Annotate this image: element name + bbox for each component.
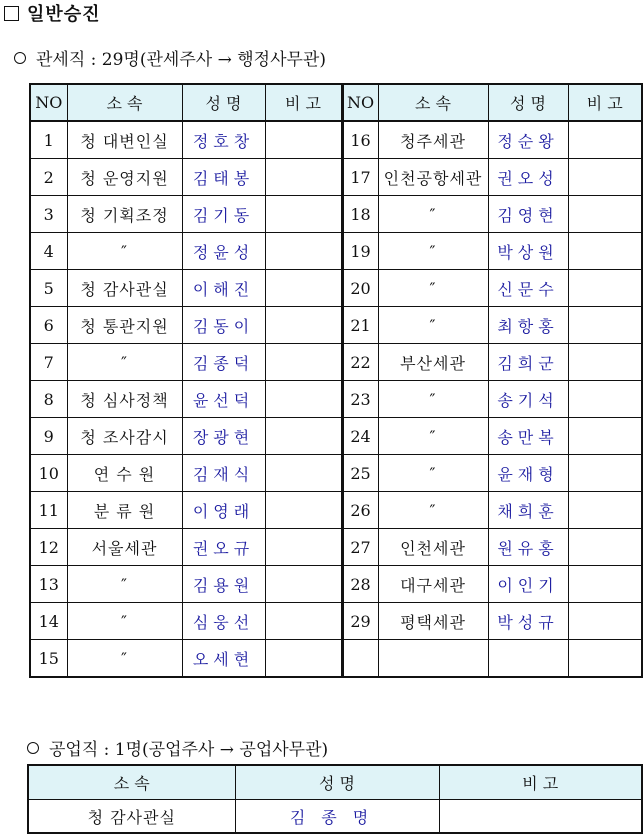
note-cell xyxy=(265,121,342,159)
name-cell: 김용원 xyxy=(182,566,265,603)
note-cell xyxy=(265,566,342,603)
circle-bullet-icon xyxy=(27,742,39,754)
note-cell xyxy=(568,233,642,270)
org-cell: 청 통관지원 xyxy=(67,307,182,344)
name-cell: 정순왕 xyxy=(488,121,568,159)
table-row xyxy=(30,381,642,418)
no-cell: 7 xyxy=(30,344,67,381)
note-cell xyxy=(568,121,642,159)
org-cell: 청 감사관실 xyxy=(67,270,182,307)
customs-promotion-table xyxy=(29,83,643,678)
note-cell xyxy=(439,800,642,834)
name-cell: 원유홍 xyxy=(488,529,568,566)
name-cell: 김재식 xyxy=(182,455,265,492)
no-cell: 4 xyxy=(30,233,67,270)
name-cell: 김영현 xyxy=(488,196,568,233)
name-cell: 박성규 xyxy=(488,603,568,640)
org-cell: 분 류 원 xyxy=(67,492,182,529)
table-row xyxy=(30,455,642,492)
org-cell: 연 수 원 xyxy=(67,455,182,492)
no-cell: 15 xyxy=(30,640,67,678)
note-cell xyxy=(265,529,342,566)
header-no: NO xyxy=(30,84,67,121)
note-cell xyxy=(265,381,342,418)
header-note: 비 고 xyxy=(439,765,642,800)
name-cell: 윤재형 xyxy=(488,455,568,492)
note-cell xyxy=(265,603,342,640)
org-cell: 청 심사정책 xyxy=(67,381,182,418)
subsection-heading-industrial-text: 공업직 : 1명(공업주사 → 공업사무관) xyxy=(49,740,329,760)
no-cell: 12 xyxy=(30,529,67,566)
name-cell: 신문수 xyxy=(488,270,568,307)
name-cell: 장광현 xyxy=(182,418,265,455)
no-cell: 25 xyxy=(342,455,378,492)
no-cell: 8 xyxy=(30,381,67,418)
no-cell: 21 xyxy=(342,307,378,344)
name-cell: 김태봉 xyxy=(182,159,265,196)
industrial-promotion-table xyxy=(27,764,643,834)
name-cell xyxy=(488,640,568,678)
table-row xyxy=(30,566,642,603)
name-cell: 정윤성 xyxy=(182,233,265,270)
no-cell: 27 xyxy=(342,529,378,566)
org-cell: ″ xyxy=(378,455,488,492)
name-cell: 오세현 xyxy=(182,640,265,678)
table-row xyxy=(30,418,642,455)
org-cell: 청 감사관실 xyxy=(28,800,235,834)
org-cell: ″ xyxy=(378,418,488,455)
table-row xyxy=(30,529,642,566)
no-cell: 6 xyxy=(30,307,67,344)
checkbox-square-icon xyxy=(4,6,19,21)
name-cell: 이인기 xyxy=(488,566,568,603)
note-cell xyxy=(265,455,342,492)
org-cell: 대구세관 xyxy=(378,566,488,603)
org-cell: ″ xyxy=(67,566,182,603)
header-name: 성 명 xyxy=(488,84,568,121)
note-cell xyxy=(265,344,342,381)
name-cell: 김희군 xyxy=(488,344,568,381)
table-row xyxy=(30,121,642,159)
org-cell xyxy=(378,640,488,678)
note-cell xyxy=(265,159,342,196)
name-cell: 최항홍 xyxy=(488,307,568,344)
header-note: 비 고 xyxy=(265,84,342,121)
table-row xyxy=(30,270,642,307)
table-row xyxy=(30,492,642,529)
org-cell: 청 운영지원 xyxy=(67,159,182,196)
org-cell: 인천세관 xyxy=(378,529,488,566)
org-cell: 청 대변인실 xyxy=(67,121,182,159)
no-cell: 13 xyxy=(30,566,67,603)
table-row xyxy=(30,159,642,196)
name-cell: 송만복 xyxy=(488,418,568,455)
org-cell: ″ xyxy=(378,307,488,344)
name-cell: 김기동 xyxy=(182,196,265,233)
note-cell xyxy=(568,603,642,640)
note-cell xyxy=(265,196,342,233)
name-cell: 김종명 xyxy=(235,800,439,834)
note-cell xyxy=(265,492,342,529)
note-cell xyxy=(568,529,642,566)
header-org: 소 속 xyxy=(378,84,488,121)
table-row xyxy=(30,344,642,381)
header-org: 소 속 xyxy=(28,765,235,800)
no-cell xyxy=(342,640,378,678)
note-cell xyxy=(568,159,642,196)
org-cell: ″ xyxy=(67,603,182,640)
table-row xyxy=(30,196,642,233)
header-no: NO xyxy=(342,84,378,121)
circle-bullet-icon xyxy=(14,52,26,64)
no-cell: 23 xyxy=(342,381,378,418)
no-cell: 28 xyxy=(342,566,378,603)
name-cell: 김동이 xyxy=(182,307,265,344)
org-cell: 청주세관 xyxy=(378,121,488,159)
no-cell: 19 xyxy=(342,233,378,270)
header-note: 비 고 xyxy=(568,84,642,121)
no-cell: 18 xyxy=(342,196,378,233)
no-cell: 5 xyxy=(30,270,67,307)
subsection-heading-customs-text: 관세직 : 29명(관세주사 → 행정사무관) xyxy=(36,50,326,70)
header-org: 소 속 xyxy=(67,84,182,121)
no-cell: 20 xyxy=(342,270,378,307)
note-cell xyxy=(568,381,642,418)
note-cell xyxy=(568,418,642,455)
note-cell xyxy=(265,307,342,344)
org-cell: ″ xyxy=(67,640,182,678)
no-cell: 11 xyxy=(30,492,67,529)
note-cell xyxy=(568,270,642,307)
note-cell xyxy=(265,270,342,307)
note-cell xyxy=(568,492,642,529)
no-cell: 22 xyxy=(342,344,378,381)
name-cell: 윤선덕 xyxy=(182,381,265,418)
table-row xyxy=(30,307,642,344)
table-header-row xyxy=(30,84,642,121)
no-cell: 2 xyxy=(30,159,67,196)
note-cell xyxy=(568,307,642,344)
name-cell: 송기석 xyxy=(488,381,568,418)
table-row xyxy=(30,640,642,678)
name-cell: 권오성 xyxy=(488,159,568,196)
table-row xyxy=(28,800,642,834)
note-cell xyxy=(568,566,642,603)
section-title xyxy=(4,0,101,26)
note-cell xyxy=(568,640,642,678)
name-cell: 정호창 xyxy=(182,121,265,159)
note-cell xyxy=(568,455,642,492)
note-cell xyxy=(568,344,642,381)
org-cell: 청 조사감시 xyxy=(67,418,182,455)
org-cell: 청 기획조정 xyxy=(67,196,182,233)
table-header-row xyxy=(28,765,642,800)
org-cell: ″ xyxy=(378,381,488,418)
org-cell: ″ xyxy=(378,492,488,529)
no-cell: 1 xyxy=(30,121,67,159)
section-title-text: 일반승진 xyxy=(27,4,101,25)
name-cell: 채희훈 xyxy=(488,492,568,529)
name-cell: 심웅선 xyxy=(182,603,265,640)
org-cell: 인천공항세관 xyxy=(378,159,488,196)
header-name: 성 명 xyxy=(182,84,265,121)
org-cell: 부산세관 xyxy=(378,344,488,381)
note-cell xyxy=(265,418,342,455)
table-row xyxy=(30,603,642,640)
no-cell: 16 xyxy=(342,121,378,159)
name-cell: 김종덕 xyxy=(182,344,265,381)
org-cell: ″ xyxy=(378,196,488,233)
note-cell xyxy=(265,640,342,678)
name-cell: 이해진 xyxy=(182,270,265,307)
no-cell: 17 xyxy=(342,159,378,196)
name-cell: 권오규 xyxy=(182,529,265,566)
no-cell: 9 xyxy=(30,418,67,455)
note-cell xyxy=(568,196,642,233)
no-cell: 10 xyxy=(30,455,67,492)
name-cell: 이영래 xyxy=(182,492,265,529)
org-cell: ″ xyxy=(378,270,488,307)
no-cell: 26 xyxy=(342,492,378,529)
subsection-heading-customs xyxy=(14,45,326,70)
org-cell: ″ xyxy=(378,233,488,270)
name-cell: 박상원 xyxy=(488,233,568,270)
header-name: 성 명 xyxy=(235,765,439,800)
table-row xyxy=(30,233,642,270)
org-cell: ″ xyxy=(67,233,182,270)
note-cell xyxy=(265,233,342,270)
no-cell: 24 xyxy=(342,418,378,455)
no-cell: 29 xyxy=(342,603,378,640)
subsection-heading-industrial xyxy=(27,735,328,760)
org-cell: 평택세관 xyxy=(378,603,488,640)
org-cell: ″ xyxy=(67,344,182,381)
org-cell: 서울세관 xyxy=(67,529,182,566)
no-cell: 3 xyxy=(30,196,67,233)
no-cell: 14 xyxy=(30,603,67,640)
